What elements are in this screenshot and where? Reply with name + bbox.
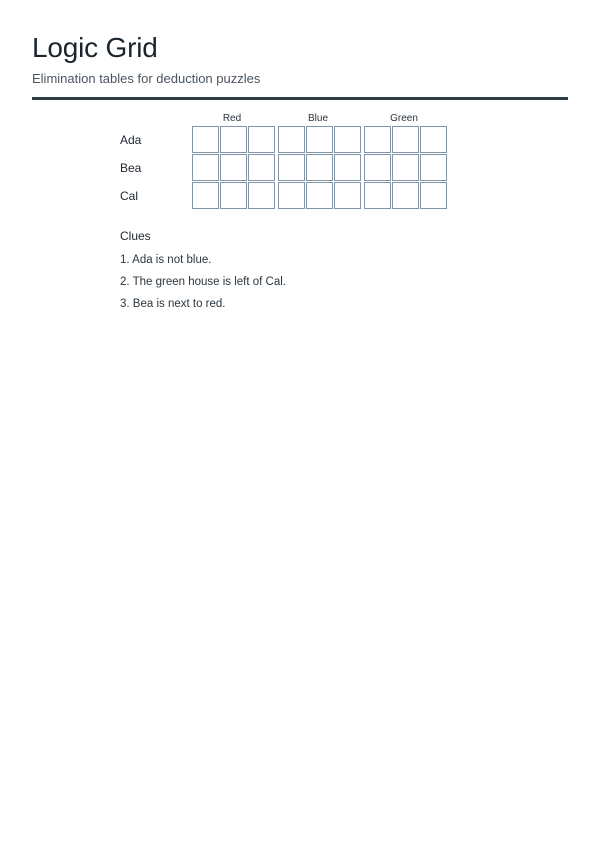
grid-cell[interactable] xyxy=(278,126,305,153)
clue-item: 3. Bea is next to red. xyxy=(120,298,226,310)
grid-cell[interactable] xyxy=(192,126,219,153)
grid-cell[interactable] xyxy=(364,154,391,181)
clue-item: 1. Ada is not blue. xyxy=(120,254,212,266)
grid-cell[interactable] xyxy=(278,154,305,181)
grid-cell[interactable] xyxy=(364,182,391,209)
column-group-label-red: Red xyxy=(222,113,242,124)
grid-cell[interactable] xyxy=(220,126,247,153)
grid-cell[interactable] xyxy=(220,154,247,181)
grid-cell[interactable] xyxy=(334,154,361,181)
grid-cell[interactable] xyxy=(392,126,419,153)
grid-cell[interactable] xyxy=(420,154,447,181)
column-group-label-blue: Blue xyxy=(307,113,328,124)
grid-cell[interactable] xyxy=(420,126,447,153)
grid-cell[interactable] xyxy=(248,154,275,181)
grid-cell[interactable] xyxy=(278,182,305,209)
grid-cell[interactable] xyxy=(220,182,247,209)
page-subtitle: Elimination tables for deduction puzzles xyxy=(32,71,261,86)
grid-cell[interactable] xyxy=(306,182,333,209)
grid-cell[interactable] xyxy=(334,182,361,209)
clues-heading: Clues xyxy=(120,229,151,243)
grid-cell[interactable] xyxy=(248,126,275,153)
grid-cell[interactable] xyxy=(192,182,219,209)
grid-cell[interactable] xyxy=(192,154,219,181)
row-label-ada: Ada xyxy=(120,133,142,147)
grid-cell[interactable] xyxy=(306,126,333,153)
row-label-cal: Cal xyxy=(120,189,139,203)
grid-cell[interactable] xyxy=(248,182,275,209)
grid-cell[interactable] xyxy=(392,154,419,181)
column-group-label-green: Green xyxy=(390,113,418,124)
page-title: Logic Grid xyxy=(32,32,158,63)
row-label-bea: Bea xyxy=(120,161,142,175)
logic-grid xyxy=(0,0,600,220)
grid-cell[interactable] xyxy=(334,126,361,153)
grid-cell[interactable] xyxy=(392,182,419,209)
clue-item: 2. The green house is left of Cal. xyxy=(120,276,286,288)
grid-cell[interactable] xyxy=(306,154,333,181)
grid-cell[interactable] xyxy=(420,182,447,209)
grid-cell[interactable] xyxy=(364,126,391,153)
